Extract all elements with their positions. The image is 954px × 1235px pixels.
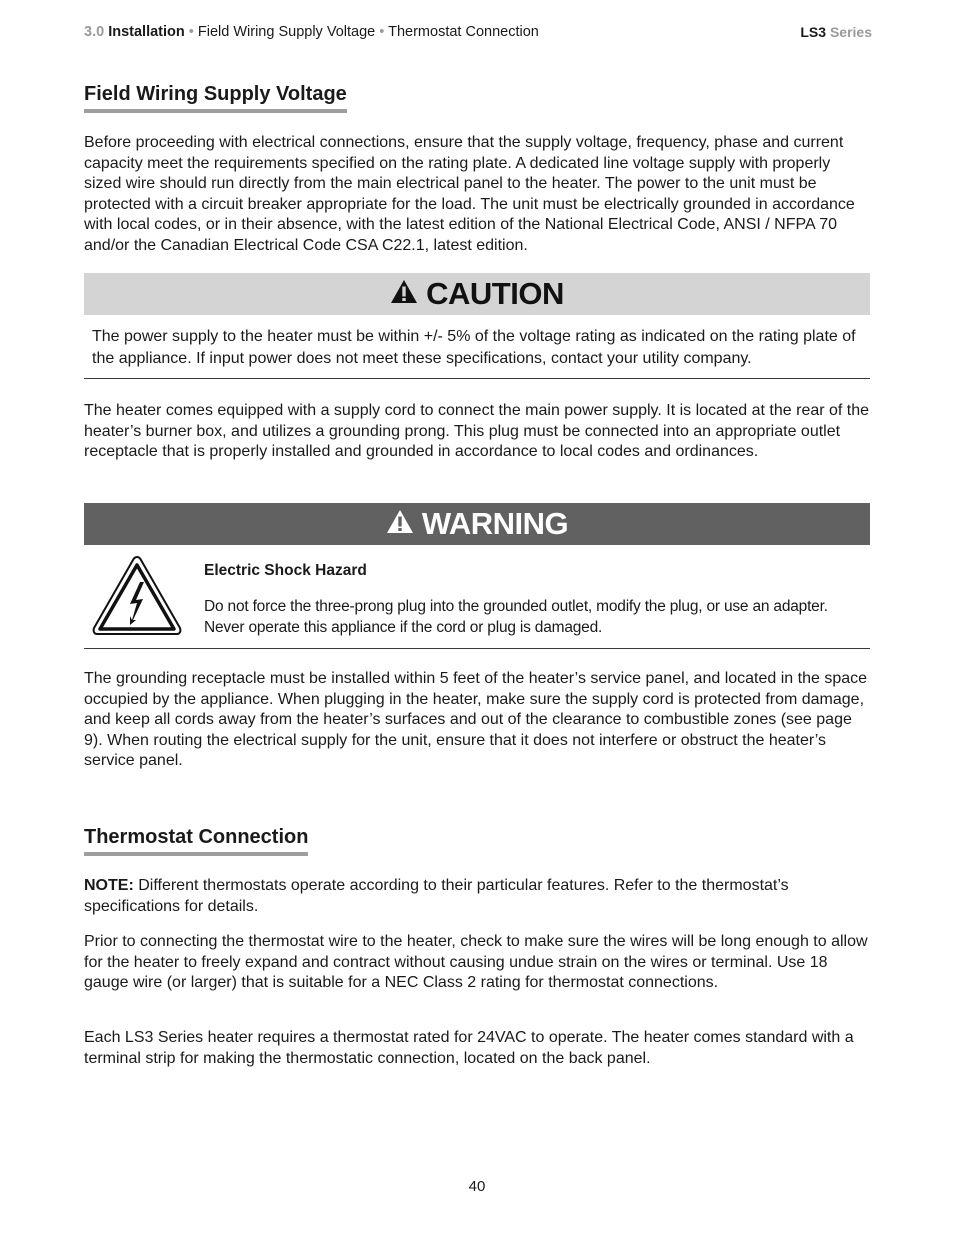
series-model: LS3 bbox=[800, 24, 827, 40]
page-number: 40 bbox=[468, 1178, 486, 1195]
section-title: Installation bbox=[108, 24, 185, 40]
note-text: Different thermostats operate according to their particular features. Refer to the thermostat’s specifications for details. bbox=[84, 877, 789, 915]
page-header bbox=[84, 24, 872, 44]
breadcrumb-separator: • bbox=[188, 24, 194, 40]
divider bbox=[84, 378, 870, 379]
caution-title: CAUTION bbox=[426, 276, 564, 311]
note-paragraph bbox=[84, 876, 870, 917]
electric-shock-icon bbox=[90, 554, 184, 643]
thermostat-wiring-paragraph: Prior to connecting the thermostat wire to the heater, check to make sure the wires will be long enough to allow for the heater to freely expand and contract without causing undue strain on the wires or terminal. Use 18 gauge wire (or larger) that is suitable for a NEC Class 2 rating for thermostat connections. bbox=[84, 933, 868, 991]
caution-banner bbox=[84, 273, 870, 315]
caution-text: The power supply to the heater must be within +/- 5% of the voltage rating as indicated on the rating plate of the appliance. If input power does not meet these specifications, contact your utility company. bbox=[92, 328, 856, 367]
series-word: Series bbox=[829, 24, 872, 40]
warning-banner bbox=[84, 503, 870, 545]
breadcrumb-item-thermostat: Thermostat Connection bbox=[388, 24, 539, 40]
grounding-paragraph: The grounding receptacle must be installed within 5 feet of the heater’s service panel, and located in the space occupied by the appliance. When plugging in the heater, make sure the supply cord is protected from damage, and keep all cords away from the heater’s surfaces and out of the clearance to combustible zones (see page 9). When routing the electrical supply for the unit, ensure that it does not interfere or obstruct the heater’s service panel. bbox=[84, 670, 868, 769]
note-label: NOTE: bbox=[84, 877, 134, 894]
warning-title: WARNING bbox=[421, 506, 569, 541]
intro-paragraph: Before proceeding with electrical connections, ensure that the supply voltage, frequency, phase and current capacity meet the requirements specified on the rating plate. A dedicated line voltage supply with properly sized wire should run directly from the main electrical panel to the heater. The power to the unit must be protected with a circuit breaker appropriate for the load. The unit must be electrically grounded in accordance with local codes, or in their absence, with the latest edition of the National Electrical Code, ANSI / NFPA 70 and/or the Canadian Electrical Code CSA C22.1, latest edition. bbox=[84, 134, 855, 254]
divider bbox=[84, 648, 870, 649]
hazard-text: Do not force the three-prong plug into the grounded outlet, modify the plug, or use an adapter. Never operate this appliance if the cord or plug is damaged. bbox=[204, 598, 828, 636]
warning-triangle-icon bbox=[390, 279, 418, 309]
section-number: 3.0 bbox=[84, 24, 105, 40]
hazard-title: Electric Shock Hazard bbox=[204, 562, 367, 579]
heading-field-wiring: Field Wiring Supply Voltage bbox=[84, 82, 347, 113]
breadcrumb-separator: • bbox=[379, 24, 385, 40]
breadcrumb-item-field-wiring: Field Wiring Supply Voltage bbox=[197, 24, 376, 40]
heading-thermostat-connection: Thermostat Connection bbox=[84, 825, 308, 856]
warning-triangle-icon bbox=[386, 509, 414, 539]
breadcrumb bbox=[84, 24, 539, 40]
thermostat-rating-paragraph: Each LS3 Series heater requires a thermostat rated for 24VAC to operate. The heater comes standard with a terminal strip for making the thermostatic connection, located on the back panel. bbox=[84, 1029, 854, 1067]
supply-cord-paragraph: The heater comes equipped with a supply cord to connect the main power supply. It is located at the rear of the heater’s burner box, and utilizes a grounding prong. This plug must be connected into an appropriate outlet receptacle that is properly installed and grounded in accordance to local codes and ordinances. bbox=[84, 402, 870, 460]
series-label bbox=[800, 24, 872, 40]
